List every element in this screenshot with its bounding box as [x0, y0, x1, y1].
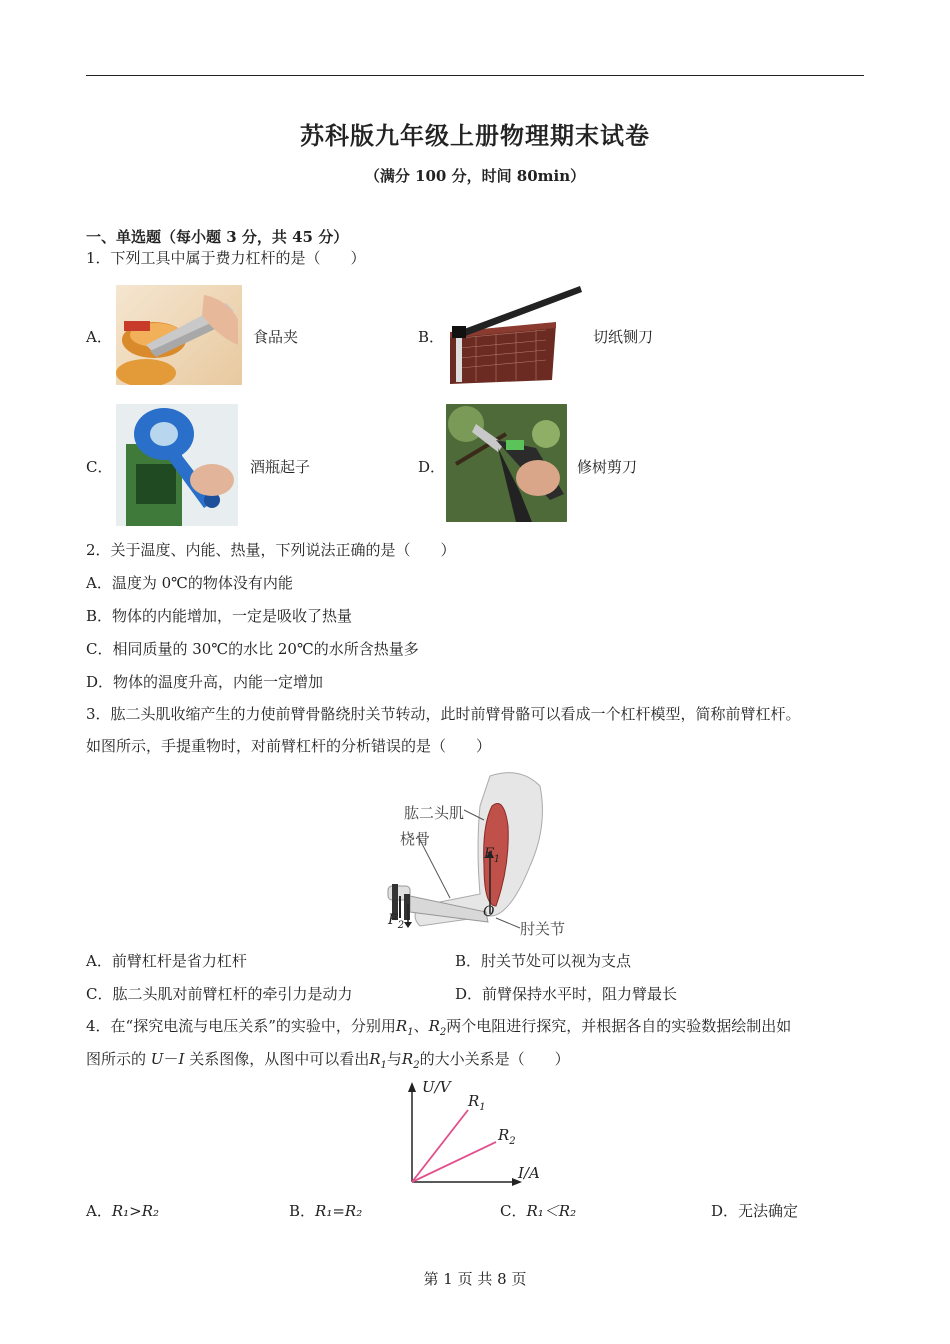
q2-option-b: B．物体的内能增加，一定是吸收了热量 — [86, 607, 353, 625]
q1-option-d-text: 修树剪刀 — [577, 458, 638, 476]
q1-stem: 1．下列工具中属于费力杠杆的是（ ） — [86, 249, 366, 267]
q4-option-b: B．R₁=R₂ — [289, 1202, 363, 1220]
label-radius: 桡骨 — [400, 830, 431, 848]
pruning-shears-photo — [446, 404, 567, 522]
line-r2 — [412, 1142, 496, 1182]
q4-stem-line1: 4．在“探究电流与电压关系”的实验中，分别用$R_1$、$R_2$两个电阻进行探究，并根据各自的实验数据绘制出如 — [86, 1017, 792, 1038]
q3-option-a: A．前臂杠杆是省力杠杆 — [86, 952, 247, 970]
q3-option-c: C．肱二头肌对前臂杠杆的牵引力是动力 — [86, 985, 353, 1003]
q1-option-a-text: 食品夹 — [253, 328, 299, 346]
food-tongs-photo — [116, 285, 242, 385]
label-pivot-o: O — [483, 904, 495, 920]
x-axis-label: I/A — [518, 1164, 540, 1182]
q2-option-c: C．相同质量的 30℃的水比 20℃的水所含热量多 — [86, 640, 419, 658]
q1-option-b-text: 切纸铡刀 — [593, 328, 654, 346]
page-subtitle: （满分 100 分，时间 80min） — [364, 167, 586, 185]
section-heading: 一、单选题（每小题 3 分，共 45 分） — [86, 228, 349, 246]
q4-option-c: C．R₁＜R₂ — [500, 1202, 577, 1220]
label-r2: $R_2$ — [498, 1126, 516, 1147]
q1-option-d-label: D． — [418, 458, 446, 476]
q3-option-b: B．肘关节处可以视为支点 — [455, 952, 632, 970]
bottle-opener-photo — [116, 404, 238, 526]
q2-stem: 2．关于温度、内能、热量，下列说法正确的是（ ） — [86, 541, 456, 559]
q2-option-a: A．温度为 0℃的物体没有内能 — [86, 574, 293, 592]
q3-option-d: D．前臂保持水平时，阻力臂最长 — [455, 985, 678, 1003]
label-f1: $F_1$ — [484, 846, 501, 865]
q1-option-c-text: 酒瓶起子 — [250, 458, 311, 476]
label-biceps: 肱二头肌 — [404, 804, 465, 822]
paper-cutter-photo — [446, 280, 584, 386]
q4-option-d: D．无法确定 — [711, 1202, 799, 1220]
line-r1 — [412, 1110, 468, 1182]
y-axis-label: U/V — [422, 1078, 451, 1096]
q3-stem-line2: 如图所示，手提重物时，对前臂杠杆的分析错误的是（ ） — [86, 737, 492, 755]
q4-option-a: A．R₁>R₂ — [86, 1202, 160, 1220]
forearm-lever-figure — [380, 766, 576, 938]
q4-stem-line2: 图所示的 U－I 关系图像，从图中可以看出$R_1$与$R_2$的大小关系是（ ） — [86, 1050, 570, 1071]
page-footer: 第 1 页 共 8 页 — [423, 1270, 527, 1288]
q1-option-a-label: A． — [86, 328, 112, 346]
ui-graph — [400, 1078, 550, 1188]
header-rule — [86, 75, 864, 76]
q2-option-d: D．物体的温度升高，内能一定增加 — [86, 673, 324, 691]
q1-option-c-label: C． — [86, 458, 113, 476]
label-elbow-joint: 肘关节 — [520, 920, 566, 938]
label-r1: $R_1$ — [468, 1092, 486, 1113]
page-title: 苏科版九年级上册物理期末试卷 — [300, 121, 650, 150]
label-f2: $F_2$ — [388, 912, 405, 931]
q1-option-b-label: B． — [418, 328, 445, 346]
q3-stem-line1: 3．肱二头肌收缩产生的力使前臂骨骼绕肘关节转动，此时前臂骨骼可以看成一个杠杆模型，简称前臂杠杆。 — [86, 705, 801, 723]
